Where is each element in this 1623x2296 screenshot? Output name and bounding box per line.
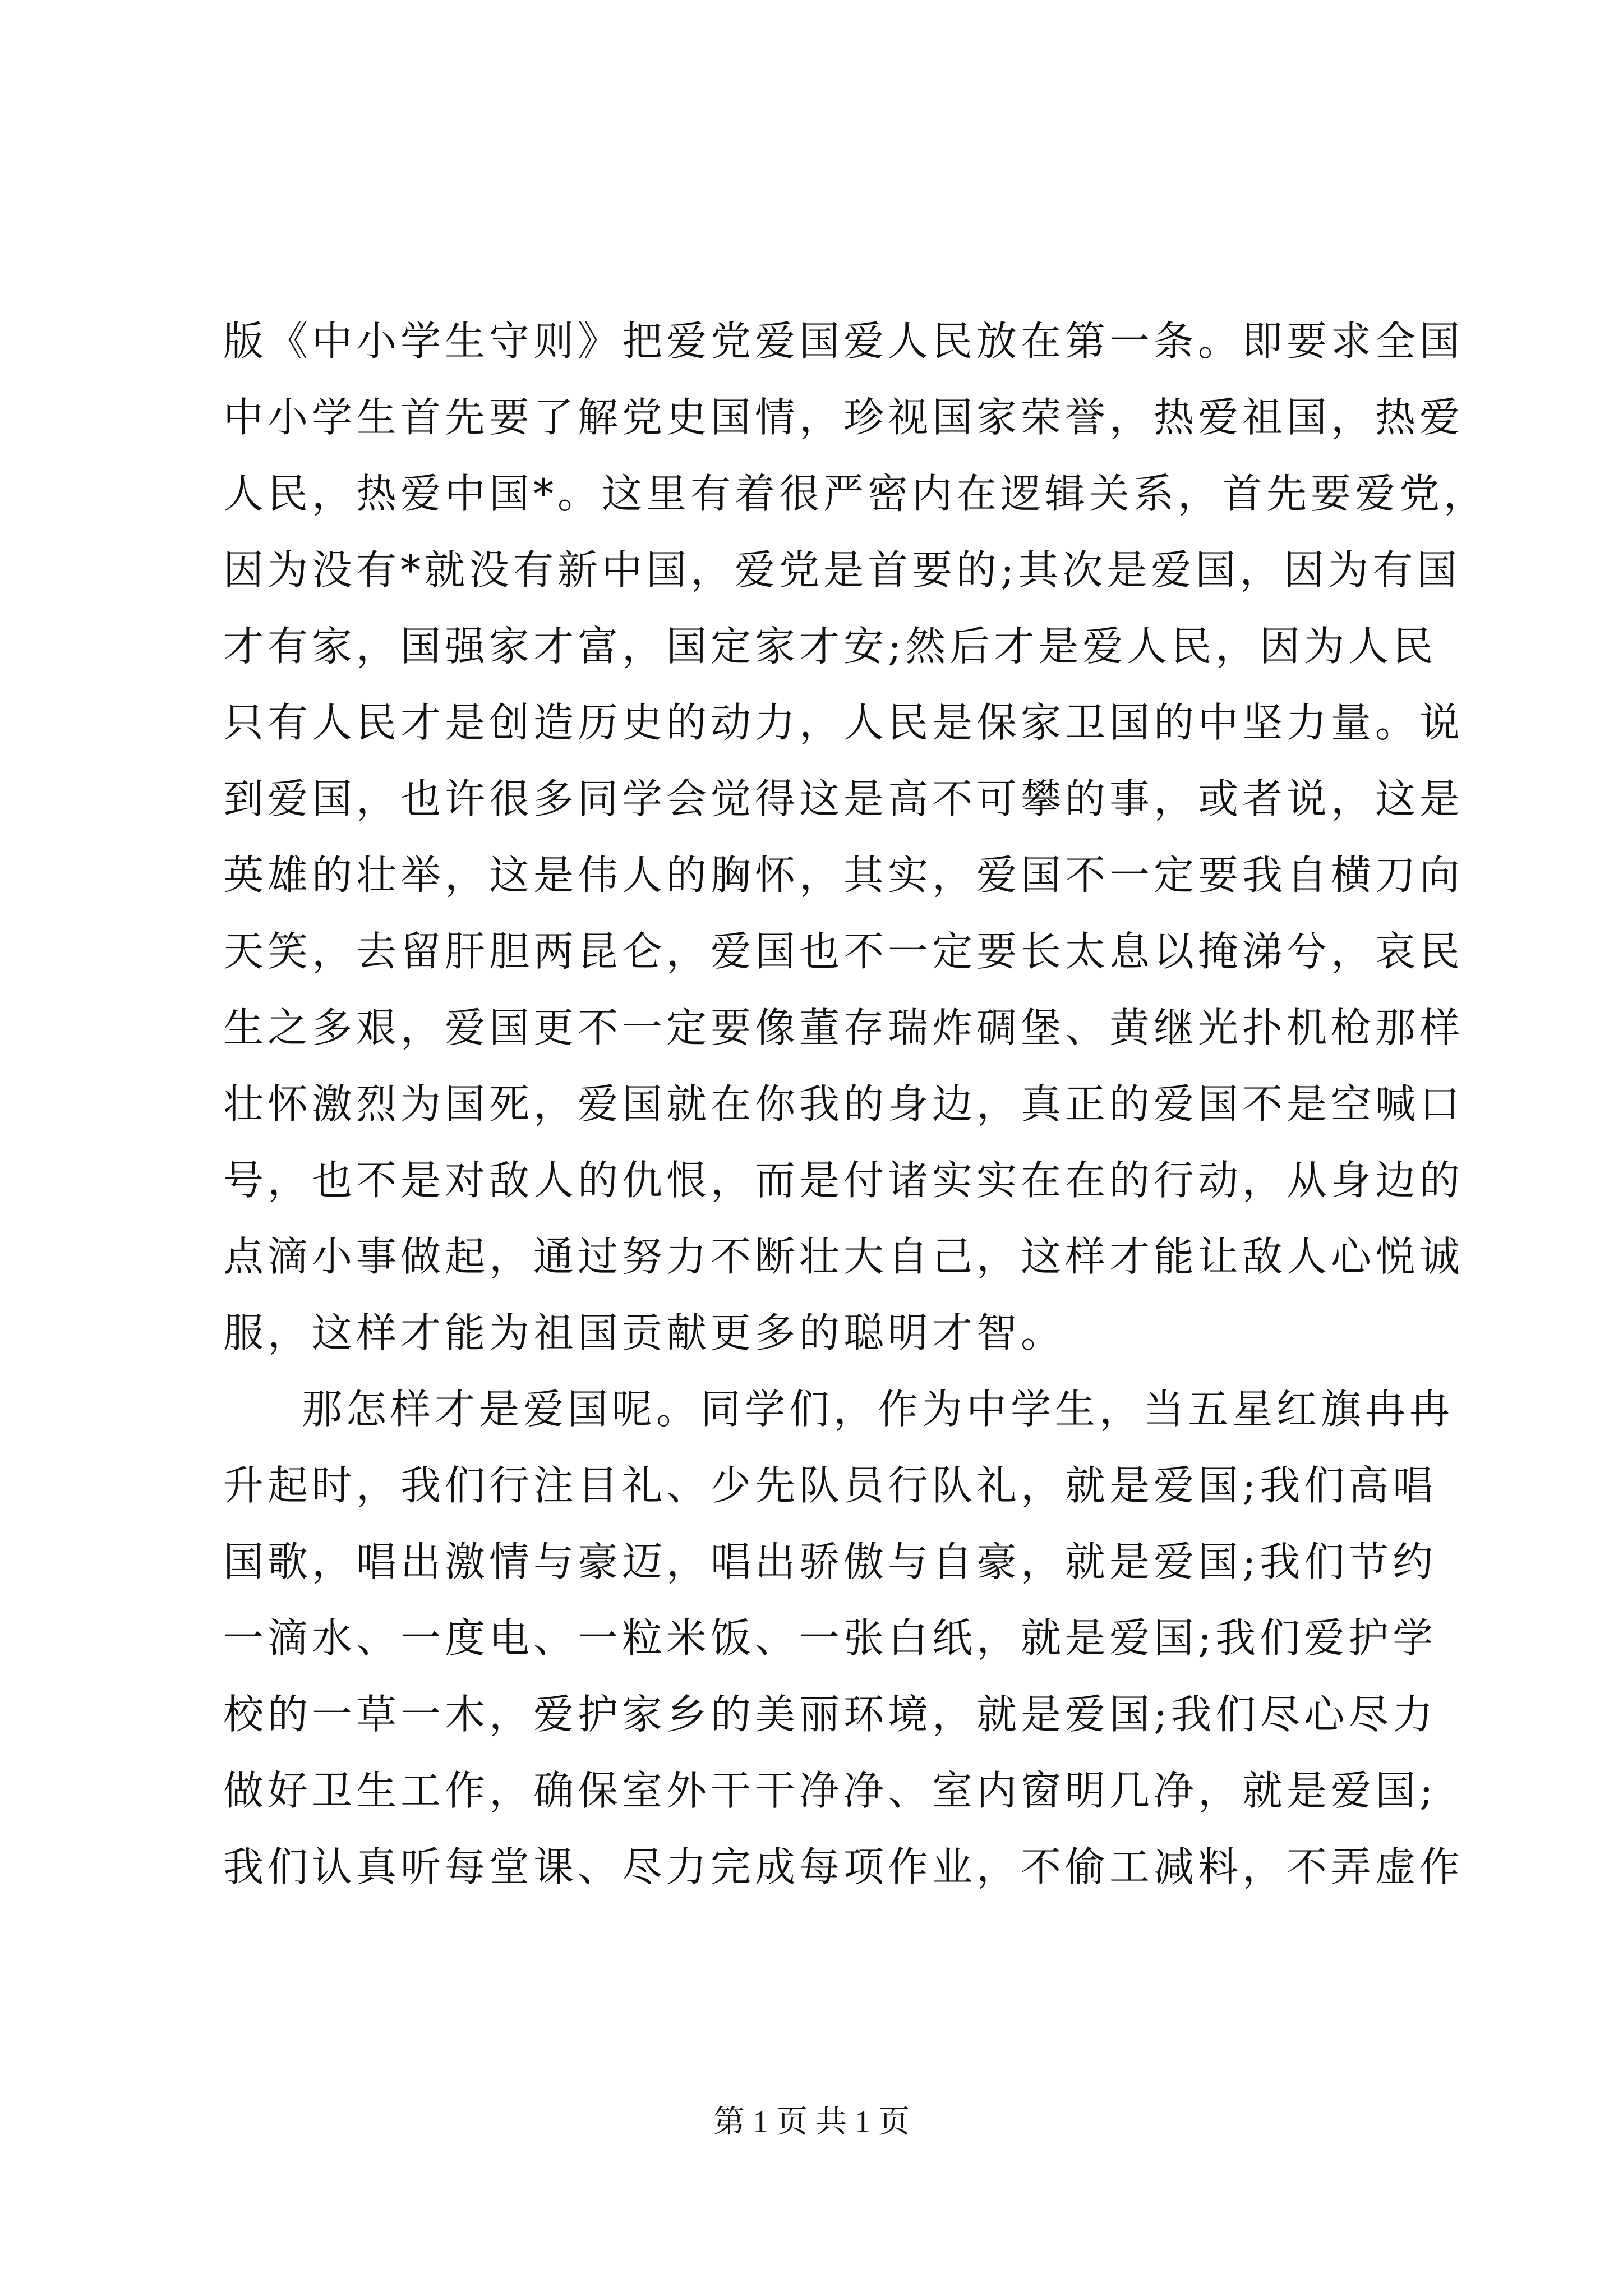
text-line: 中小学生首先要了解党史国情，珍视国家荣誉，热爱祖国，热爱 <box>223 394 1464 441</box>
page-number-footer: 第 1 页 共 1 页 <box>713 2105 910 2139</box>
body-text <box>223 303 1488 1905</box>
text-line: 那怎样才是爱国呢。同学们，作为中学生，当五星红旗冉冉 <box>302 1386 1454 1433</box>
text-line: 因为没有*就没有新中国，爱党是首要的;其次是爱国，因为有国 <box>223 546 1461 593</box>
text-line: 版《中小学生守则》把爱党爱国爱人民放在第一条。即要求全国 <box>223 318 1464 365</box>
text-line: 才有家，国强家才富，国定家才安;然后才是爱人民，因为人民 <box>223 623 1437 670</box>
text-line: 校的一草一木，爱护家乡的美丽环境，就是爱国;我们尽心尽力 <box>223 1691 1437 1738</box>
text-line: 英雄的壮举，这是伟人的胸怀，其实，爱国不一定要我自横刀向 <box>223 852 1464 899</box>
text-line: 号，也不是对敌人的仇恨，而是付诸实实在在的行动，从身边的 <box>223 1157 1464 1204</box>
text-line: 服，这样才能为祖国贡献更多的聪明才智。 <box>223 1309 1066 1356</box>
text-line: 升起时，我们行注目礼、少先队员行队礼，就是爱国;我们高唱 <box>223 1462 1437 1509</box>
text-line: 国歌，唱出激情与豪迈，唱出骄傲与自豪，就是爱国;我们节约 <box>223 1538 1437 1585</box>
text-line: 天笑，去留肝胆两昆仑，爱国也不一定要长太息以掩涕兮，哀民 <box>223 928 1464 975</box>
text-line: 壮怀激烈为国死，爱国就在你我的身边，真正的爱国不是空喊口 <box>223 1080 1464 1128</box>
text-line: 一滴水、一度电、一粒米饭、一张白纸，就是爱国;我们爱护学 <box>223 1614 1437 1662</box>
text-line: 只有人民才是创造历史的动力，人民是保家卫国的中坚力量。说 <box>223 699 1464 746</box>
text-line: 人民，热爱中国*。这里有着很严密内在逻辑关系，首先要爱党， <box>223 470 1488 517</box>
text-line: 到爱国，也许很多同学会觉得这是高不可攀的事，或者说，这是 <box>223 775 1464 822</box>
text-line: 点滴小事做起，通过努力不断壮大自己，这样才能让敌人心悦诚 <box>223 1233 1464 1280</box>
paragraph-2 <box>223 1371 1464 1905</box>
text-line: 我们认真听每堂课、尽力完成每项作业，不偷工减料，不弄虚作 <box>223 1843 1464 1890</box>
text-line: 做好卫生工作，确保室外干干净净、室内窗明几净，就是爱国; <box>223 1767 1437 1814</box>
paragraph-1 <box>223 303 1488 1371</box>
text-line: 生之多艰，爱国更不一定要像董存瑞炸碉堡、黄继光扑机枪那样 <box>223 1004 1464 1051</box>
